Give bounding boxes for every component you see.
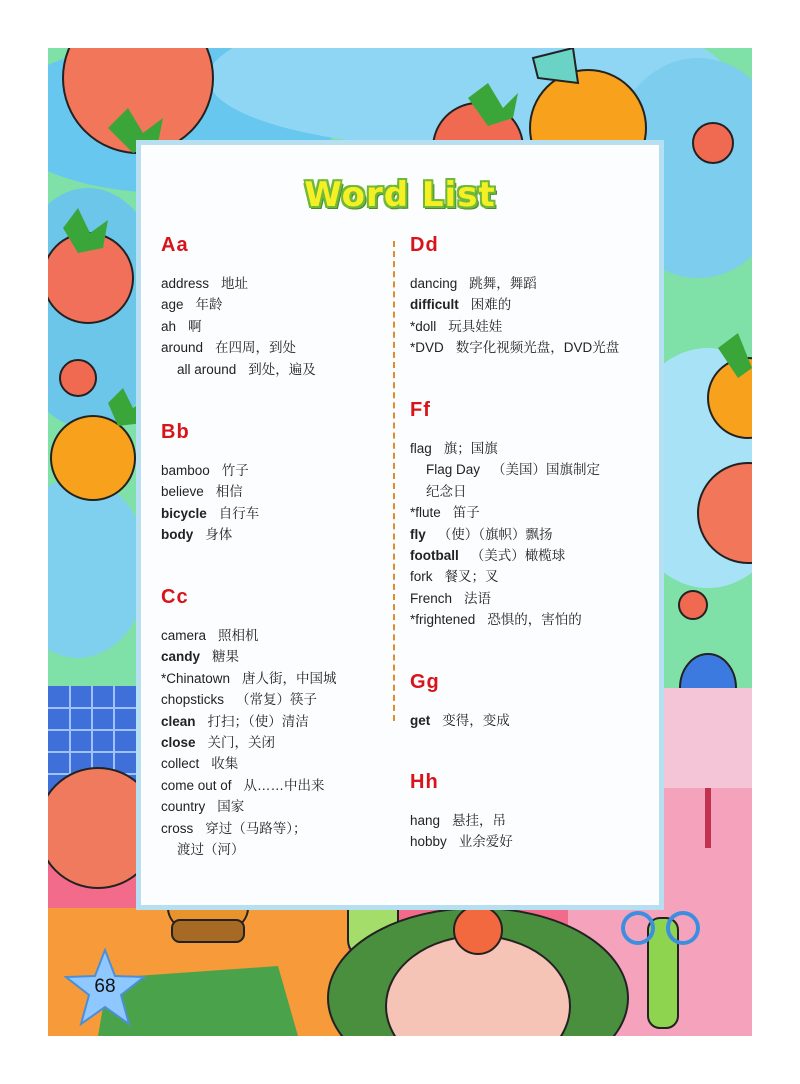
entry-word: around	[161, 340, 204, 356]
list-item	[410, 524, 650, 545]
section-hh	[410, 767, 650, 853]
list-item	[410, 831, 650, 852]
list-item	[161, 316, 381, 337]
column-divider	[393, 241, 395, 721]
section-gg	[410, 667, 650, 731]
entry-word: difficult	[410, 297, 459, 313]
entry-meaning: 业余爱好	[458, 834, 513, 850]
entry-meaning: 年龄	[195, 297, 223, 313]
list-item	[161, 337, 381, 358]
entry-word: fly	[410, 526, 426, 542]
entry-meaning: 渡过（河）	[177, 841, 245, 857]
list-item	[410, 545, 650, 566]
entry-meaning: 在四周，到处	[215, 340, 297, 356]
entry-meaning: 啊	[188, 318, 202, 334]
list-item	[410, 459, 650, 480]
list-item	[161, 732, 381, 753]
list-item	[410, 566, 650, 587]
entry-word: age	[161, 297, 184, 313]
list-item	[161, 273, 381, 294]
list-item	[161, 839, 381, 860]
entry-meaning: 悬挂，吊	[452, 813, 507, 828]
entry-word: fork	[410, 569, 433, 585]
entry-list	[410, 810, 650, 853]
section-heading: Gg	[410, 671, 440, 693]
entry-meaning: 收集	[211, 756, 239, 772]
entry-meaning: 打扫；（使）清洁	[207, 713, 309, 729]
list-item	[161, 753, 381, 774]
entry-word: bicycle	[161, 505, 207, 521]
entry-list	[410, 273, 650, 359]
section-bb	[161, 417, 381, 546]
entry-word: come out of	[161, 777, 232, 793]
entry-word: candy	[161, 649, 201, 665]
entry-word: *flute	[410, 505, 441, 521]
entry-word: chopsticks	[161, 692, 225, 708]
entry-word: French	[410, 590, 453, 606]
entry-meaning: 相信	[215, 484, 243, 500]
list-item	[161, 524, 381, 545]
entry-meaning: 跳舞，舞蹈	[469, 276, 537, 291]
entry-meaning: 旗；国旗	[443, 441, 498, 456]
entry-list	[161, 273, 381, 380]
entry-word: ah	[161, 318, 177, 334]
list-item	[410, 588, 650, 609]
list-item	[410, 609, 650, 630]
entry-list	[410, 438, 650, 631]
section-heading: Cc	[161, 586, 189, 608]
entry-meaning: 竹子	[221, 463, 249, 478]
entry-meaning: 餐叉；叉	[444, 569, 499, 585]
list-item	[161, 818, 381, 839]
list-item	[410, 337, 650, 358]
entry-meaning: 数字化视频光盘，DVD光盘	[455, 340, 620, 356]
entry-meaning: 关门，关闭	[207, 734, 276, 750]
entry-meaning: 恐惧的，害怕的	[487, 612, 582, 628]
section-heading: Dd	[410, 234, 439, 256]
list-item	[161, 796, 381, 817]
entry-word: cross	[161, 820, 194, 836]
entry-meaning: （常复）筷子	[236, 692, 318, 708]
list-item	[161, 294, 381, 315]
list-item	[161, 503, 381, 524]
entry-meaning: 困难的	[470, 297, 512, 313]
list-item	[410, 502, 650, 523]
entry-word: football	[410, 547, 459, 563]
entry-list	[161, 625, 381, 860]
page-number: 68	[94, 976, 116, 997]
entry-word: dancing	[410, 276, 458, 291]
entry-meaning: 变得，变成	[442, 713, 510, 728]
entry-list	[410, 710, 650, 731]
entry-word: Flag Day	[426, 462, 481, 478]
entry-meaning: 地址	[221, 276, 249, 291]
entry-word: country	[161, 799, 206, 815]
list-item	[410, 481, 650, 502]
list-item	[410, 294, 650, 315]
list-item	[161, 646, 381, 667]
section-ff	[410, 395, 650, 631]
entry-meaning: 纪念日	[426, 483, 467, 499]
list-item	[161, 481, 381, 502]
section-dd	[410, 230, 650, 359]
entry-word: *frightened	[410, 612, 476, 628]
list-item	[410, 710, 650, 731]
entry-meaning: 玩具娃娃	[448, 318, 503, 334]
list-item	[161, 689, 381, 710]
entry-word: address	[161, 276, 210, 291]
entry-meaning: 唐人街，中国城	[242, 670, 337, 686]
entry-meaning: 身体	[205, 527, 233, 543]
list-item	[161, 711, 381, 732]
section-heading: Aa	[161, 234, 189, 256]
entry-word: body	[161, 527, 194, 543]
list-item	[161, 359, 381, 380]
entry-meaning: 从……中出来	[243, 777, 325, 793]
list-item	[410, 316, 650, 337]
list-item	[410, 438, 650, 459]
entry-word: *doll	[410, 318, 437, 334]
entry-word: close	[161, 734, 196, 750]
entry-word: hobby	[410, 834, 447, 850]
entry-meaning: 穿过（马路等）；	[205, 820, 307, 836]
entry-meaning: 国家	[217, 799, 245, 815]
list-item	[410, 273, 650, 294]
entry-word: clean	[161, 713, 196, 729]
entry-meaning: 照相机	[218, 628, 259, 643]
page-title: Word List	[304, 175, 496, 215]
list-item	[161, 775, 381, 796]
entry-word: all around	[177, 361, 237, 377]
entry-meaning: 到处，遍及	[248, 361, 316, 377]
entry-meaning: 糖果	[212, 649, 240, 665]
entry-meaning: 法语	[464, 590, 492, 606]
list-item	[161, 460, 381, 481]
list-item	[410, 810, 650, 831]
entry-list	[161, 460, 381, 546]
section-heading: Hh	[410, 771, 439, 793]
section-heading: Bb	[161, 421, 190, 443]
entry-word: bamboo	[161, 463, 210, 478]
entry-meaning: （美式）橄榄球	[470, 547, 566, 563]
entry-word: *DVD	[410, 340, 444, 356]
section-aa	[161, 230, 381, 380]
entry-meaning: （美国）国旗制定	[492, 462, 601, 478]
list-item	[161, 625, 381, 646]
entry-meaning: 笛子	[452, 505, 480, 521]
entry-word: believe	[161, 484, 204, 500]
list-item	[161, 668, 381, 689]
section-cc	[161, 582, 381, 860]
entry-meaning: 自行车	[218, 505, 260, 521]
entry-word: *Chinatown	[161, 670, 231, 686]
entry-word: hang	[410, 813, 441, 828]
entry-word: collect	[161, 756, 200, 772]
section-heading: Ff	[410, 399, 431, 421]
entry-meaning: （使）（旗帜）飘扬	[437, 526, 553, 542]
entry-word: camera	[161, 628, 207, 643]
word-list-panel	[136, 140, 664, 910]
entry-word: flag	[410, 441, 432, 456]
entry-word: get	[410, 713, 431, 728]
